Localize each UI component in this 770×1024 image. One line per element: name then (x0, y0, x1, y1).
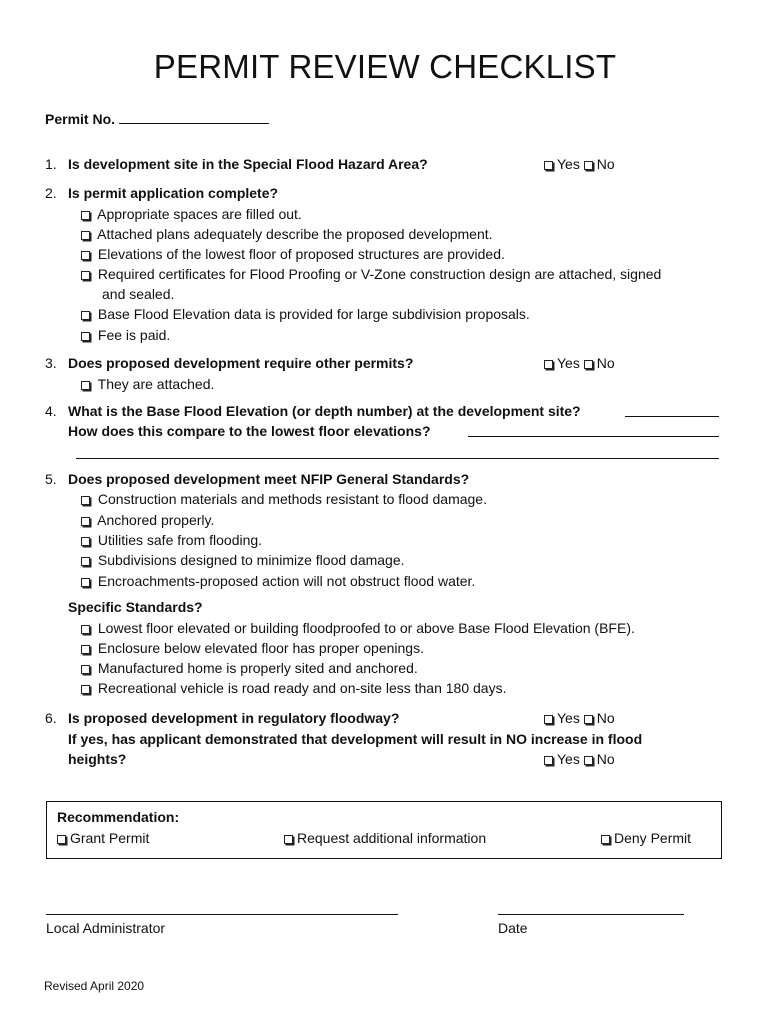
checklist-item-label: Subdivisions designed to minimize flood damage. (97, 552, 405, 568)
checkbox-icon (81, 251, 90, 260)
question-4-number: 4. (45, 403, 57, 419)
no-label: No (596, 751, 615, 767)
no-label: No (596, 710, 615, 726)
q2-checklist-item[interactable] (81, 246, 505, 262)
question-2-number: 2. (45, 185, 57, 201)
question-3-number: 3. (45, 355, 57, 371)
checkbox-icon (81, 645, 90, 654)
question-6-number: 6. (45, 710, 57, 726)
question-6-followup-cont: heights? (68, 751, 127, 767)
question-6-no-option[interactable] (584, 710, 615, 726)
checkbox-icon (81, 517, 90, 526)
question-1-number: 1. (45, 156, 57, 172)
question-3-options (544, 355, 615, 371)
bfe-blank[interactable] (625, 403, 719, 417)
checkbox-icon (81, 685, 90, 694)
question-3-yes-option[interactable] (544, 355, 580, 371)
checklist-item-label: They are attached. (97, 376, 215, 392)
grant-permit-label: Grant Permit (70, 830, 150, 846)
question-1-options (544, 156, 615, 172)
checkbox-icon (81, 231, 90, 240)
question-4-text-2: How does this compare to the lowest floor elevations? (68, 423, 431, 439)
checkbox-icon (584, 715, 593, 724)
q2-checklist-item[interactable] (81, 266, 661, 282)
q5-checklist-item[interactable] (81, 532, 262, 548)
question-6-yes-option[interactable] (544, 710, 580, 726)
question-1-yes-option[interactable] (544, 156, 580, 172)
no-label: No (596, 355, 615, 371)
checkbox-icon (57, 835, 66, 844)
question-6-followup-options (544, 751, 615, 767)
specific-checklist-item[interactable] (81, 660, 418, 676)
checkbox-icon (544, 360, 553, 369)
checklist-item-label: Fee is paid. (97, 327, 171, 343)
checkbox-icon (81, 496, 90, 505)
checkbox-icon (81, 625, 90, 634)
deny-permit-option[interactable] (601, 830, 691, 846)
page-title: PERMIT REVIEW CHECKLIST (153, 48, 617, 85)
administrator-label: Local Administrator (46, 920, 166, 936)
yes-label: Yes (557, 751, 580, 767)
specific-standards-title: Specific Standards? (68, 599, 203, 615)
checklist-item-label: Manufactured home is properly sited and anchored. (97, 660, 418, 676)
date-signature-line[interactable] (498, 914, 684, 915)
checklist-item-continuation: and sealed. (102, 286, 175, 302)
question-2-text: Is permit application complete? (68, 185, 279, 201)
comparison-blank[interactable] (468, 423, 719, 437)
specific-checklist-item[interactable] (81, 680, 506, 696)
question-4-text: What is the Base Flood Elevation (or depth number) at the development site? (68, 403, 581, 419)
q5-checklist-item[interactable] (81, 573, 475, 589)
question-3-no-option[interactable] (584, 355, 615, 371)
question-3-text: Does proposed development require other permits? (68, 355, 414, 371)
q2-checklist-item[interactable] (81, 306, 530, 322)
permit-number-label: Permit No. (45, 111, 116, 127)
permit-number-field[interactable] (45, 110, 269, 127)
checkbox-icon (544, 756, 553, 765)
q2-checklist-item[interactable] (81, 206, 302, 222)
request-info-label: Request additional information (297, 830, 487, 846)
checkbox-icon (81, 211, 90, 220)
checklist-item-label: Base Flood Elevation data is provided for large subdivision proposals. (97, 306, 530, 322)
q5-checklist-item[interactable] (81, 552, 405, 568)
checkbox-icon (81, 311, 90, 320)
checkbox-icon (81, 665, 90, 674)
deny-permit-label: Deny Permit (614, 830, 692, 846)
yes-label: Yes (557, 710, 580, 726)
checkbox-icon (584, 161, 593, 170)
question-6-followup: If yes, has applicant demonstrated that development will result in NO increase in flood (68, 731, 643, 747)
question-6b-no-option[interactable] (584, 751, 615, 767)
recommendation-title: Recommendation: (57, 809, 180, 825)
revision-note: Revised April 2020 (44, 979, 145, 993)
checklist-item-label: Encroachments-proposed action will not obstruct flood water. (97, 573, 476, 589)
question-1-text: Is development site in the Special Flood Hazard Area? (68, 156, 428, 172)
no-label: No (596, 156, 615, 172)
checklist-item-label: Anchored properly. (97, 512, 215, 528)
checkbox-icon (584, 756, 593, 765)
date-label: Date (498, 920, 528, 936)
checklist-item-label: Enclosure below elevated floor has proper openings. (97, 640, 424, 656)
checklist-item-label: Elevations of the lowest floor of proposed structures are provided. (97, 246, 505, 262)
checklist-item-label: Attached plans adequately describe the proposed development. (97, 226, 493, 242)
permit-number-blank[interactable] (119, 110, 269, 124)
q5-checklist-item[interactable] (81, 512, 214, 528)
checkbox-icon (81, 557, 90, 566)
question-1-no-option[interactable] (584, 156, 615, 172)
checklist-item-label: Construction materials and methods resistant to flood damage. (97, 491, 487, 507)
question-5-text: Does proposed development meet NFIP General Standards? (68, 471, 470, 487)
checkbox-icon (544, 161, 553, 170)
q2-checklist-item[interactable] (81, 327, 170, 343)
q2-checklist-item[interactable] (81, 226, 493, 242)
checkbox-icon (601, 835, 610, 844)
checkbox-icon (81, 381, 90, 390)
checkbox-icon (284, 835, 293, 844)
checkbox-icon (81, 578, 90, 587)
question-6-text: Is proposed development in regulatory floodway? (68, 710, 400, 726)
yes-label: Yes (557, 355, 580, 371)
yes-label: Yes (557, 156, 580, 172)
checklist-item-label: Lowest floor elevated or building floodproofed to or above Base Flood Elevation (BFE). (97, 620, 635, 636)
request-info-option[interactable] (284, 830, 486, 846)
question-6-options (544, 710, 615, 726)
question-5-number: 5. (45, 471, 57, 487)
q3-checklist-item[interactable] (81, 376, 214, 392)
administrator-signature-line[interactable] (46, 914, 398, 915)
checklist-item-label: Recreational vehicle is road ready and on-site less than 180 days. (97, 680, 507, 696)
checkbox-icon (81, 332, 90, 341)
question-6b-yes-option[interactable] (544, 751, 580, 767)
question-1 (45, 156, 428, 172)
checkbox-icon (81, 537, 90, 546)
checklist-item-label: Appropriate spaces are filled out. (97, 206, 302, 222)
specific-checklist-item[interactable] (81, 640, 424, 656)
q5-checklist-item[interactable] (81, 491, 487, 507)
answer-line[interactable] (76, 458, 719, 459)
checklist-item-label: Required certificates for Flood Proofing or V-Zone construction design are attached, signed (97, 266, 662, 282)
checkbox-icon (81, 271, 90, 280)
checklist-item-label: Utilities safe from flooding. (97, 532, 263, 548)
specific-checklist-item[interactable] (81, 620, 635, 636)
checkbox-icon (544, 715, 553, 724)
grant-permit-option[interactable] (57, 830, 149, 846)
checkbox-icon (584, 360, 593, 369)
